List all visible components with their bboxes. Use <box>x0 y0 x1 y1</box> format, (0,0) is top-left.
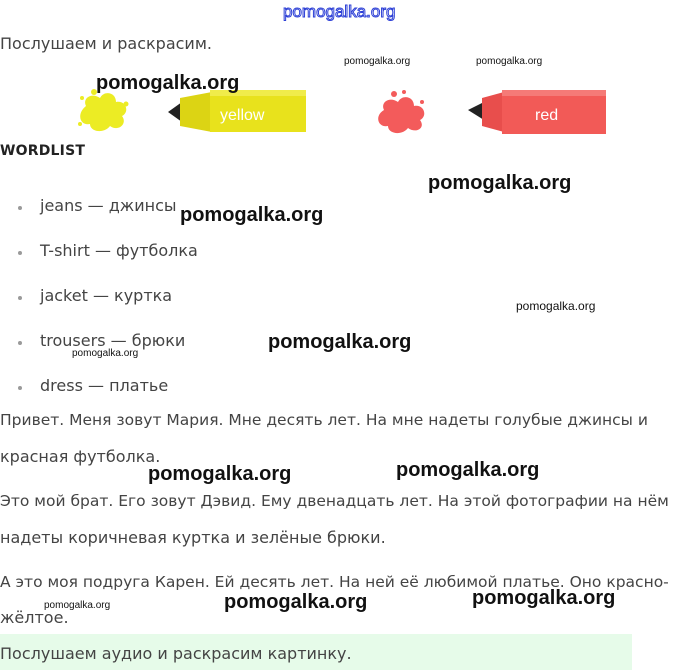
watermark: pomogalka.org <box>96 72 240 94</box>
yellow-marker-label: yellow <box>220 107 265 124</box>
watermark: pomogalka.org <box>516 299 596 313</box>
red-marker-label: red <box>535 107 559 124</box>
paragraph-line: Это мой брат. Его зовут Дэвид. Ему двенадцать лет. На этой фотографии на нём <box>0 492 669 510</box>
watermark: pomogalka.org <box>428 172 572 194</box>
wordlist-item: trousers — брюки <box>40 331 186 350</box>
paragraph-line: красная футболка. <box>0 447 161 466</box>
red-marker-icon <box>376 88 606 136</box>
instruction-text: Послушаем аудио и раскрасим картинку. <box>0 644 352 663</box>
bullet <box>18 206 22 210</box>
watermark-top: pomogalka.org <box>283 2 396 21</box>
paragraph-line: Привет. Меня зовут Мария. Мне десять лет. На мне надеты голубые джинсы и <box>0 411 648 429</box>
bullet <box>18 251 22 255</box>
watermark: pomogalka.org <box>344 56 411 67</box>
watermark: pomogalka.org <box>180 204 324 226</box>
wordlist-item: jeans — джинсы <box>40 196 177 215</box>
watermark: pomogalka.org <box>224 591 368 613</box>
wordlist-item: jacket — куртка <box>40 286 173 305</box>
bullet <box>18 386 22 390</box>
bullet <box>18 296 22 300</box>
watermark: pomogalka.org <box>476 56 543 67</box>
watermark: pomogalka.org <box>396 459 540 481</box>
wordlist-heading: WORDLIST <box>0 143 86 159</box>
bullet <box>18 341 22 345</box>
watermark: pomogalka.org <box>472 587 616 609</box>
watermark: pomogalka.org <box>44 600 111 611</box>
wordlist-item: T-shirt — футболка <box>40 241 198 260</box>
watermark: pomogalka.org <box>72 348 139 359</box>
intro-text: Послушаем и раскрасим. <box>0 34 212 53</box>
paragraph-line: А это моя подруга Карен. Ей десять лет. На ней её любимой платье. Оно красно- <box>0 573 669 591</box>
wordlist-item: dress — платье <box>40 376 169 395</box>
watermark: pomogalka.org <box>148 463 292 485</box>
paragraph-line: надеты коричневая куртка и зелёные брюки. <box>0 528 386 547</box>
paragraph-line: жёлтое. <box>0 608 69 627</box>
watermark: pomogalka.org <box>268 331 412 353</box>
